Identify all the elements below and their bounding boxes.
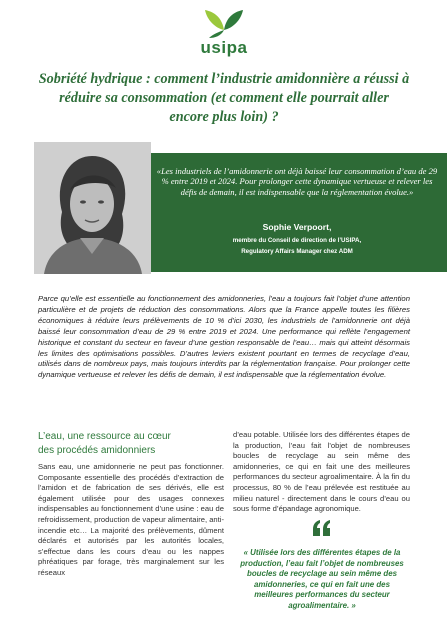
logo-text: usipa bbox=[200, 38, 248, 57]
portrait-photo bbox=[34, 142, 151, 274]
usipa-logo bbox=[193, 8, 255, 58]
section-heading-line2: des procédés amidonniers bbox=[38, 444, 156, 456]
quote-author-name: Sophie Verpoort, bbox=[262, 222, 332, 232]
quote-marks-icon bbox=[311, 520, 333, 538]
intro-paragraph: Parce qu’elle est essentielle au fonctionnement des amidonneries, l’eau a toujours fait l’objet d’une attention particulière et de projets de réduction des consommations. Alors que la France appelle toutes les filières économiques à réduire leurs prélèvements de 10 % d’ici 2030, les industriels de l’amidonnerie ont déjà baissé leur consommation d’eau de 29 % entre 2019 et 2024. Une performance qui reflète l’engagement historique et constant du secteur en faveur d’une gestion responsable de l’eau… mais qui atteint désormais les limites des optimisations possibles. D’autres leviers existent pourtant en termes de recyclage d’eau, utilisés dans de nombreux pays, mais toujours interdits par la réglementation française. Pour prolonger cette dynamique vertueuse et relever les défis de demain, il est indispensable que la réglementation évolue. bbox=[38, 294, 410, 380]
banner-quote: «Les industriels de l’amidonnerie ont déjà baissé leur consommation d’eau de 29 % entre 2019 et 2024. Pour prolonger cette dynamique vertueuse et relever les défis de demain, il est indispensable que la réglementation évolue.» bbox=[156, 166, 438, 197]
pull-quote: « Utilisée lors des différentes étapes de la production, l’eau fait l’objet de nombreuses boucles de recyclage au sein même des amidonneries, ce qui en fait une des meilleures performances du secteur agroalimentaire. » bbox=[240, 548, 404, 610]
quote-author-role-line1: membre du Conseil de direction de l’USIPA, bbox=[232, 237, 362, 244]
section-heading-line1: L’eau, une ressource au cœur bbox=[38, 431, 171, 442]
quote-author-role bbox=[155, 235, 439, 257]
body-text-right: d’eau potable. Utilisée lors des différentes étapes de la production, l’eau fait l’objet de nombreuses boucles de recyclage au sein même des amidonneries, ce qui en fait une des meilleures performances du secteur agroalimentaire. À la fin du processus, 80 % de l’eau prélevée est restituée au milieu naturel - directement dans le cours d’eau ou sous forme d’épandage agronomique. bbox=[233, 430, 410, 514]
quote-author-role-line2: Regulatory Affairs Manager chez ADM bbox=[241, 248, 353, 255]
leaf-logo-icon bbox=[193, 8, 255, 40]
section-heading bbox=[38, 430, 228, 457]
article-title: Sobriété hydrique : comment l’industrie amidonnière a réussi à réduire sa consommation (et comment elle pourrait aller encore plus loin) ? bbox=[38, 71, 410, 125]
body-text-left: Sans eau, une amidonnerie ne peut pas fonctionner. Composante essentielle des procédés d’extraction de l’amidon et de fabrication de ses dérivés, elle est également utilisée pour des usages connexes indispensables au fonctionnement d’une usine : eau de refroidissement, production de vapeur alimentaire, anti-incendie etc… La majorité des prélèvements, dûment déclarés et autorisés par les autorités locales, s’effectue dans les cours d’eau ou les nappes phréatiques par forage, très marginalement sur les réseaux bbox=[38, 462, 224, 577]
